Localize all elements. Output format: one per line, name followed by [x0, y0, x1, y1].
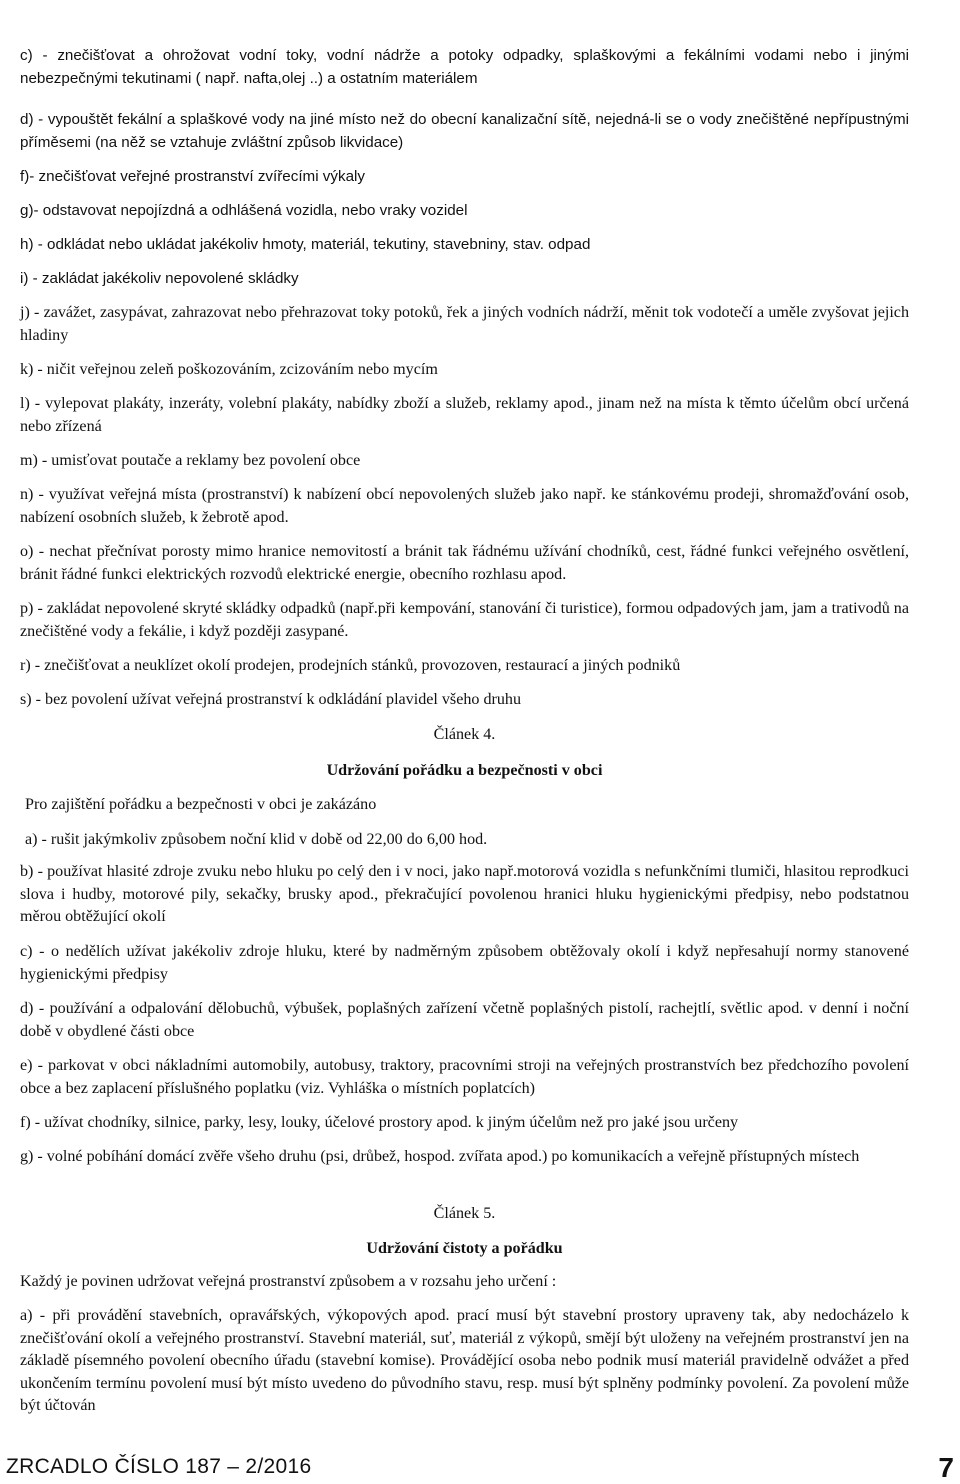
article-5-number: Článek 5.: [433, 1205, 496, 1222]
paragraph-s: s) - bez povolení užívat veřejná prostranství k odkládání plavidel všeho druhu: [20, 691, 522, 708]
paragraph-c: c) - znečišťovat a ohrožovat vodní toky, vodní nádrže a potoky odpadky, splaškovými a fekálními vodami nebo i jinými nebezpečnými tekutinami ( např. nafta,olej ..) a ostatním materiálem: [20, 47, 909, 87]
paragraph-j: j) - zavážet, zasypávat, zahrazovat nebo přehrazovat toky potoků, řek a jiných vodních nádrží, měnit tok vodotečí a uměle zvyšovat jejich hladiny: [20, 304, 909, 344]
paragraph-d: d) - vypouštět fekální a splaškové vody na jiné místo než do obecní kanalizační sítě, nejedná-li se o vody znečištěné nepřípustnými příměsemi (na něž se vztahuje zvláštní způsob likvidace): [20, 111, 909, 151]
paragraph-f: f)- znečišťovat veřejné prostranství zvířecími výkaly: [20, 168, 365, 185]
article-4-item-d: d) - používání a odpalování dělobuchů, výbušek, poplašných zařízení včetně poplašných pistolí, rachejtlí, světlic apod. v denní i noční době v obydlené části obce: [20, 1000, 909, 1040]
article-5-item-a: a) - při provádění stavebních, opravářských, výkopových apod. prací musí být stavební prostory upraveny tak, aby nedocházelo k znečišťování okolí a veřejného prostranství. Stavební materiál, suť, materiál z výkopů, smějí být uloženy na veřejném prostranství jen na základě písemného povolení obecního úřadu (stavební komise). Provádějící osoba nebo podnik musí materiál pravidelně odvážet a před ukončením termínu povolení musí být místo uvedeno do původního stavu, resp. musí být splněny podmínky povolení. Za povolení může být účtován: [20, 1307, 909, 1415]
paragraph-h: h) - odkládat nebo ukládat jakékoliv hmoty, materiál, tekutiny, stavebniny, stav. odpad: [20, 236, 591, 253]
article-4-item-f: f) - užívat chodníky, silnice, parky, lesy, louky, účelové prostory apod. k jiným účelům než pro jaké jsou určeny: [20, 1114, 739, 1131]
article-4-intro: Pro zajištění pořádku a bezpečnosti v obci je zakázáno: [25, 796, 377, 813]
paragraph-n: n) - využívat veřejná místa (prostranství) k nabízení obcí nepovolených služeb jako např. ke stánkovému prodeji, shromažďování osob, nabízení osobních služeb, k žebrotě apod.: [20, 486, 909, 526]
paragraph-k: k) - ničit veřejnou zeleň poškozováním, zcizováním nebo mycím: [20, 361, 438, 378]
publication-footer: ZRCADLO ČÍSLO 187 – 2/2016: [6, 1455, 312, 1478]
paragraph-l: l) - vylepovat plakáty, inzeráty, volební plakáty, nabídky zboží a služeb, reklamy apod., jinam než na místa k těmto účelům obcí určená nebo zřízená: [20, 395, 909, 435]
paragraph-g: g)- odstavovat nepojízdná a odhlášená vozidla, nebo vraky vozidel: [20, 202, 468, 219]
paragraph-p: p) - zakládat nepovolené skryté skládky odpadků (např.při kempování, stanování či turistice), formou odpadových jam, jam a trativodů na znečištěné vody a fekálie, i když později zasypané.: [20, 600, 909, 640]
paragraph-m: m) - umisťovat poutače a reklamy bez povolení obce: [20, 452, 361, 469]
article-5-intro: Každý je povinen udržovat veřejná prostranství způsobem a v rozsahu jeho určení :: [20, 1273, 557, 1290]
article-5-title: Udržování čistoty a pořádku: [366, 1240, 563, 1257]
article-4-item-c: c) - o nedělích užívat jakékoliv zdroje hluku, které by nadměrným způsobem obtěžovaly okolí i když nepřesahují normy stanovené hygienickými předpisy: [20, 943, 909, 983]
article-4-number: Článek 4.: [433, 726, 496, 743]
paragraph-r: r) - znečišťovat a neuklízet okolí prodejen, prodejních stánků, provozoven, restaurací a jiných podniků: [20, 657, 681, 674]
article-4-item-b: b) - používat hlasité zdroje zvuku nebo hluku po celý den i v noci, jako např.motorová vozidla s nefunkčními tlumiči, hlasitou reprodkuci slova i hudby, motorové pily, sekačky, brusky apod., překračující povolenou hranici hluku hygienickými předpisy, nebo podstatnou měrou obtěžující okolí: [20, 863, 909, 926]
paragraph-i: i) - zakládat jakékoliv nepovolené skládky: [20, 270, 299, 287]
article-4-item-g: g) - volné pobíhání domácí zvěře všeho druhu (psi, drůbež, hospod. zvířata apod.) po komunikacích a veřejně přístupných místech: [20, 1148, 860, 1165]
page-number: 7: [938, 1452, 954, 1483]
article-4-item-e: e) - parkovat v obci nákladními automobily, autobusy, traktory, pracovními stroji na veřejných prostranstvích bez předchozího povolení obce a bez zaplacení příslušného poplatku (viz. Vyhláška o místních poplatcích): [20, 1057, 909, 1097]
article-4-title: Udržování pořádku a bezpečnosti v obci: [326, 762, 603, 779]
article-4-item-a: a) - rušit jakýmkoliv způsobem noční klid v době od 22,00 do 6,00 hod.: [25, 831, 488, 848]
paragraph-o: o) - nechat přečnívat porosty mimo hranice nemovitostí a bránit tak řádnému užívání chodníků, cest, řádné funkci veřejného osvětlení, bránit řádné funkci elektrických rozvodů elektrické energie, obecního rozhlasu apod.: [20, 543, 909, 583]
